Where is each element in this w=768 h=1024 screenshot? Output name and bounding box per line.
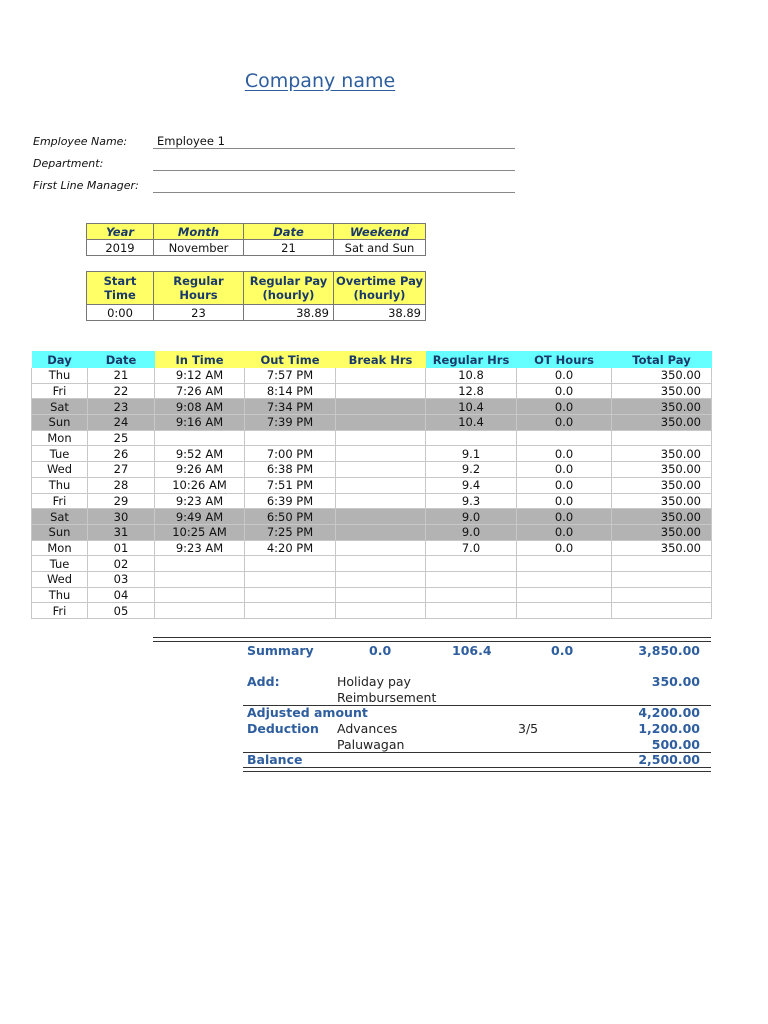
employee-name-value: Employee 1 [157, 134, 225, 148]
row-out-time[interactable]: 7:57 PM [245, 368, 336, 383]
row-ot-hours[interactable] [517, 430, 612, 446]
row-ot-hours[interactable]: 0.0 [517, 415, 612, 431]
table-row [32, 415, 712, 431]
row-in-time[interactable] [155, 430, 245, 446]
row-regular-hrs[interactable]: 12.8 [426, 383, 517, 399]
period-table [86, 223, 426, 256]
row-date: 01 [88, 540, 155, 556]
table-row [32, 603, 712, 619]
row-total-pay[interactable] [612, 430, 712, 446]
row-day: Sat [32, 399, 88, 415]
row-date: 23 [88, 399, 155, 415]
row-in-time[interactable] [155, 556, 245, 572]
row-day: Mon [32, 430, 88, 446]
row-total-pay[interactable]: 350.00 [612, 399, 712, 415]
row-in-time[interactable]: 9:08 AM [155, 399, 245, 415]
row-day: Thu [32, 587, 88, 603]
summary-pay-total: 3,850.00 [638, 643, 700, 658]
advances-value[interactable]: 1,200.00 [638, 721, 700, 736]
pay-regular-rate[interactable]: 38.89 [244, 305, 334, 321]
balance-label: Balance [247, 752, 303, 767]
row-regular-hrs[interactable] [426, 587, 517, 603]
table-row [32, 430, 712, 446]
department-field[interactable] [153, 155, 515, 171]
row-out-time[interactable]: 6:39 PM [245, 493, 336, 509]
row-day: Sun [32, 415, 88, 431]
pay-overtime-rate[interactable]: 38.89 [334, 305, 426, 321]
row-date: 25 [88, 430, 155, 446]
row-out-time[interactable]: 7:39 PM [245, 415, 336, 431]
pay-start-time[interactable]: 0:00 [87, 305, 154, 321]
timesheet-body [32, 368, 712, 619]
row-break-hrs[interactable] [336, 399, 426, 415]
row-break-hrs[interactable] [336, 493, 426, 509]
row-regular-hrs[interactable]: 7.0 [426, 540, 517, 556]
row-regular-hrs[interactable] [426, 571, 517, 587]
row-in-time[interactable] [155, 587, 245, 603]
row-day: Fri [32, 603, 88, 619]
deduction-label: Deduction [247, 721, 319, 736]
row-day: Thu [32, 368, 88, 383]
row-in-time[interactable]: 10:26 AM [155, 477, 245, 493]
summary-regular-total: 106.4 [452, 643, 492, 658]
row-regular-hrs[interactable] [426, 556, 517, 572]
row-out-time[interactable]: 7:51 PM [245, 477, 336, 493]
pay-header-regular-hours: Regular Hours [154, 272, 244, 305]
row-break-hrs[interactable] [336, 368, 426, 383]
balance-double-rule [243, 767, 711, 772]
row-break-hrs[interactable] [336, 415, 426, 431]
row-day: Tue [32, 446, 88, 462]
row-day: Tue [32, 556, 88, 572]
pay-header-start-time: Start Time [87, 272, 154, 305]
table-row [32, 383, 712, 399]
row-in-time[interactable] [155, 603, 245, 619]
row-break-hrs[interactable] [336, 556, 426, 572]
row-in-time[interactable]: 9:49 AM [155, 509, 245, 525]
table-row [32, 493, 712, 509]
period-year[interactable]: 2019 [87, 240, 154, 256]
timesheet-table [31, 351, 712, 619]
row-in-time[interactable]: 9:26 AM [155, 462, 245, 478]
row-break-hrs[interactable] [336, 462, 426, 478]
row-break-hrs[interactable] [336, 603, 426, 619]
row-regular-hrs[interactable]: 9.0 [426, 524, 517, 540]
table-row [32, 524, 712, 540]
table-row [32, 462, 712, 478]
advances-ratio: 3/5 [518, 721, 539, 736]
row-day: Sat [32, 509, 88, 525]
row-in-time[interactable]: 9:23 AM [155, 493, 245, 509]
manager-label: First Line Manager: [33, 179, 139, 192]
summary-ot-total: 0.0 [551, 643, 574, 658]
row-date: 28 [88, 477, 155, 493]
summary-break-total: 0.0 [369, 643, 392, 658]
summary-label: Summary [247, 643, 314, 658]
row-ot-hours[interactable]: 0.0 [517, 477, 612, 493]
row-date: 29 [88, 493, 155, 509]
period-month[interactable]: November [154, 240, 244, 256]
row-date: 24 [88, 415, 155, 431]
reimbursement-label: Reimbursement [337, 690, 437, 705]
period-date[interactable]: 21 [244, 240, 334, 256]
row-date: 30 [88, 509, 155, 525]
row-in-time[interactable] [155, 571, 245, 587]
row-break-hrs[interactable] [336, 587, 426, 603]
row-total-pay[interactable]: 350.00 [612, 509, 712, 525]
col-header-total-pay: Total Pay [612, 351, 712, 368]
row-total-pay[interactable] [612, 571, 712, 587]
period-header-date: Date [244, 224, 334, 240]
row-break-hrs[interactable] [336, 446, 426, 462]
row-date: 31 [88, 524, 155, 540]
row-regular-hrs[interactable]: 9.1 [426, 446, 517, 462]
row-date: 03 [88, 571, 155, 587]
employee-name-label: Employee Name: [33, 135, 128, 148]
row-in-time[interactable]: 10:25 AM [155, 524, 245, 540]
table-row [32, 540, 712, 556]
period-weekend[interactable]: Sat and Sun [334, 240, 426, 256]
row-total-pay[interactable]: 350.00 [612, 477, 712, 493]
row-out-time[interactable]: 7:25 PM [245, 524, 336, 540]
adjusted-amount-value: 4,200.00 [638, 705, 700, 720]
table-row [32, 571, 712, 587]
row-regular-hrs[interactable]: 9.3 [426, 493, 517, 509]
row-total-pay[interactable]: 350.00 [612, 462, 712, 478]
paluwagan-value[interactable]: 500.00 [651, 737, 700, 752]
col-header-ot-hours: OT Hours [517, 351, 612, 368]
row-out-time[interactable] [245, 587, 336, 603]
row-ot-hours[interactable] [517, 556, 612, 572]
row-out-time[interactable] [245, 556, 336, 572]
row-total-pay[interactable]: 350.00 [612, 540, 712, 556]
table-row [32, 556, 712, 572]
row-regular-hrs[interactable] [426, 603, 517, 619]
row-break-hrs[interactable] [336, 509, 426, 525]
pay-regular-hours[interactable]: 23 [154, 305, 244, 321]
row-regular-hrs[interactable]: 9.4 [426, 477, 517, 493]
company-name-title: Company name [244, 70, 396, 92]
holiday-pay-label: Holiday pay [337, 674, 411, 689]
employee-name-field[interactable] [153, 133, 515, 149]
pay-header-overtime-pay: Overtime Pay (hourly) [334, 272, 426, 305]
table-row [32, 368, 712, 383]
col-header-regular-hrs: Regular Hrs [426, 351, 517, 368]
table-row [32, 477, 712, 493]
row-date: 05 [88, 603, 155, 619]
row-regular-hrs[interactable]: 10.4 [426, 399, 517, 415]
row-in-time[interactable]: 9:12 AM [155, 368, 245, 383]
row-ot-hours[interactable]: 0.0 [517, 524, 612, 540]
row-total-pay[interactable] [612, 587, 712, 603]
row-day: Wed [32, 571, 88, 587]
advances-label: Advances [337, 721, 398, 736]
row-date: 26 [88, 446, 155, 462]
row-total-pay[interactable]: 350.00 [612, 446, 712, 462]
period-header-year: Year [87, 224, 154, 240]
table-row [32, 399, 712, 415]
table-row [32, 509, 712, 525]
row-break-hrs[interactable] [336, 477, 426, 493]
row-out-time[interactable]: 4:20 PM [245, 540, 336, 556]
row-date: 21 [88, 368, 155, 383]
row-break-hrs[interactable] [336, 383, 426, 399]
table-row [32, 446, 712, 462]
row-total-pay[interactable]: 350.00 [612, 415, 712, 431]
row-ot-hours[interactable]: 0.0 [517, 509, 612, 525]
row-total-pay[interactable]: 350.00 [612, 368, 712, 383]
row-ot-hours[interactable]: 0.0 [517, 368, 612, 383]
col-header-out-time: Out Time [245, 351, 336, 368]
row-day: Sun [32, 524, 88, 540]
row-day: Wed [32, 462, 88, 478]
row-total-pay[interactable]: 350.00 [612, 383, 712, 399]
row-total-pay[interactable] [612, 556, 712, 572]
row-out-time[interactable]: 7:34 PM [245, 399, 336, 415]
balance-value: 2,500.00 [638, 752, 700, 767]
row-break-hrs[interactable] [336, 571, 426, 587]
row-day: Mon [32, 540, 88, 556]
row-day: Fri [32, 383, 88, 399]
row-total-pay[interactable] [612, 603, 712, 619]
row-day: Fri [32, 493, 88, 509]
row-ot-hours[interactable] [517, 603, 612, 619]
row-ot-hours[interactable]: 0.0 [517, 493, 612, 509]
row-date: 04 [88, 587, 155, 603]
row-regular-hrs[interactable]: 9.2 [426, 462, 517, 478]
row-out-time[interactable]: 6:38 PM [245, 462, 336, 478]
timesheet-header-row [32, 351, 712, 368]
row-out-time[interactable]: 8:14 PM [245, 383, 336, 399]
add-label: Add: [247, 674, 280, 689]
row-ot-hours[interactable] [517, 587, 612, 603]
period-header-month: Month [154, 224, 244, 240]
holiday-pay-value[interactable]: 350.00 [651, 674, 700, 689]
row-out-time[interactable] [245, 571, 336, 587]
row-out-time[interactable]: 7:00 PM [245, 446, 336, 462]
row-date: 02 [88, 556, 155, 572]
row-out-time[interactable] [245, 603, 336, 619]
department-label: Department: [33, 157, 104, 170]
row-ot-hours[interactable]: 0.0 [517, 540, 612, 556]
paluwagan-label: Paluwagan [337, 737, 405, 752]
row-in-time[interactable]: 7:26 AM [155, 383, 245, 399]
row-in-time[interactable]: 9:16 AM [155, 415, 245, 431]
period-header-weekend: Weekend [334, 224, 426, 240]
row-out-time[interactable] [245, 430, 336, 446]
row-regular-hrs[interactable]: 9.0 [426, 509, 517, 525]
row-ot-hours[interactable]: 0.0 [517, 446, 612, 462]
row-date: 27 [88, 462, 155, 478]
pay-rate-table [86, 271, 426, 321]
row-in-time[interactable]: 9:23 AM [155, 540, 245, 556]
row-ot-hours[interactable]: 0.0 [517, 462, 612, 478]
adjusted-amount-label: Adjusted amount [247, 705, 368, 720]
col-header-break-hrs: Break Hrs [336, 351, 426, 368]
row-regular-hrs[interactable]: 10.8 [426, 368, 517, 383]
row-ot-hours[interactable]: 0.0 [517, 399, 612, 415]
row-ot-hours[interactable] [517, 571, 612, 587]
row-regular-hrs[interactable]: 10.4 [426, 415, 517, 431]
table-row [32, 587, 712, 603]
col-header-day: Day [32, 351, 88, 368]
row-date: 22 [88, 383, 155, 399]
row-break-hrs[interactable] [336, 524, 426, 540]
col-header-date: Date [88, 351, 155, 368]
row-break-hrs[interactable] [336, 540, 426, 556]
col-header-in-time: In Time [155, 351, 245, 368]
row-total-pay[interactable]: 350.00 [612, 493, 712, 509]
summary-top-rule [153, 637, 711, 642]
manager-field[interactable] [153, 177, 515, 193]
row-ot-hours[interactable]: 0.0 [517, 383, 612, 399]
row-regular-hrs[interactable] [426, 430, 517, 446]
pay-header-regular-pay: Regular Pay (hourly) [244, 272, 334, 305]
row-day: Thu [32, 477, 88, 493]
row-total-pay[interactable]: 350.00 [612, 524, 712, 540]
row-break-hrs[interactable] [336, 430, 426, 446]
row-out-time[interactable]: 6:50 PM [245, 509, 336, 525]
row-in-time[interactable]: 9:52 AM [155, 446, 245, 462]
